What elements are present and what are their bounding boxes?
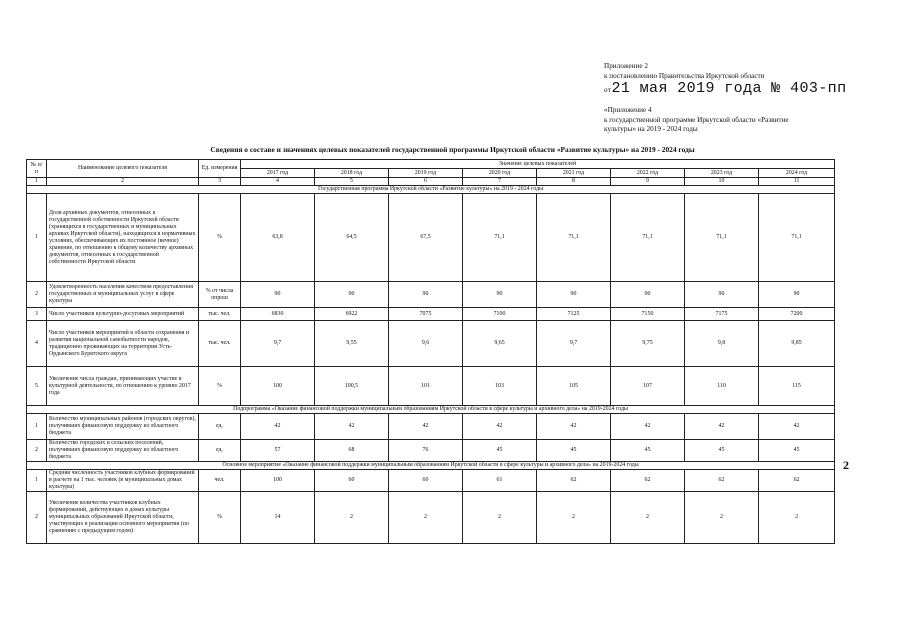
indicator-value: 71,1 xyxy=(537,194,611,282)
indicator-value: 2 xyxy=(611,492,685,544)
unit-of-measure: ед. xyxy=(199,414,241,440)
indicator-value: 42 xyxy=(759,414,835,440)
section-title-row xyxy=(27,406,835,414)
appendix-header xyxy=(604,62,884,135)
indicator-value: 90 xyxy=(611,282,685,308)
indicator-value: 67,5 xyxy=(389,194,463,282)
indicator-value: 71,1 xyxy=(611,194,685,282)
indicator-value: 42 xyxy=(685,414,759,440)
indicator-value: 42 xyxy=(537,414,611,440)
indicator-name: Доля архивных документов, отнесенных к государственной собственности Иркутской области (хранящихся в государственных и муниципальных архивах Иркутской области), находящихся в нормативных условиях, обеспечивающих их постоянное (вечное) хранение, по отношению к общему количеству архивных документов, отнесенных к государственной собственности Иркутской области xyxy=(47,194,199,282)
column-number: 6 xyxy=(389,178,463,186)
header-num: № п/п xyxy=(27,160,47,178)
indicator-value: 9,85 xyxy=(759,321,835,367)
indicator-name: Средняя численность участников клубных формирований в расчете на 1 тыс. человек (в муниципальных домах культуры) xyxy=(47,470,199,492)
indicator-name: Число участников культурно-досуговых мероприятий xyxy=(47,308,199,321)
indicator-value: 2 xyxy=(389,492,463,544)
indicator-value: 2 xyxy=(685,492,759,544)
header-year: 2020 год xyxy=(463,169,537,178)
column-number: 11 xyxy=(759,178,835,186)
indicator-value: 71,1 xyxy=(759,194,835,282)
indicator-value: 90 xyxy=(537,282,611,308)
indicator-value: 9,8 xyxy=(685,321,759,367)
appendix-number: Приложение 2 xyxy=(604,62,648,70)
header-year: 2024 год xyxy=(759,169,835,178)
row-number: 2 xyxy=(27,492,47,544)
indicator-name: Увеличение количества участников клубных формирований, действующих в домах культуры муниципальных образований Иркутской области, участвующих в реализации основного мероприятия (по сравнению с предыдущим годом) xyxy=(47,492,199,544)
indicator-name: Количество городских и сельских поселений, получивших финансовую поддержку из областного бюджета xyxy=(47,440,199,462)
indicators-table xyxy=(26,159,835,544)
row-number: 1 xyxy=(27,194,47,282)
resolution-reference: к постановлению Правительства Иркутской области xyxy=(604,71,765,80)
appendix-4-label: «Приложение 4 xyxy=(604,106,652,115)
indicator-name: Количество муниципальных районов (городских округов), получивших финансовую поддержку из областного бюджета xyxy=(47,414,199,440)
row-number: 1 xyxy=(27,414,47,440)
indicator-value: 68 xyxy=(315,440,389,462)
unit-of-measure: % xyxy=(199,367,241,406)
indicator-value: 7175 xyxy=(685,308,759,321)
indicator-value: 9,6 xyxy=(389,321,463,367)
header-unit: Ед. измерения xyxy=(199,160,241,178)
indicator-value: 2 xyxy=(463,492,537,544)
indicator-value: 9,55 xyxy=(315,321,389,367)
column-number: 3 xyxy=(199,178,241,186)
header-year: 2021 год xyxy=(537,169,611,178)
indicator-value: 61 xyxy=(463,470,537,492)
header-year: 2017 год xyxy=(241,169,315,178)
section-title: Государственная программа Иркутской области «Развитие культуры» на 2019 - 2024 годы xyxy=(27,186,835,194)
section-title-row xyxy=(27,186,835,194)
indicator-value: 7200 xyxy=(759,308,835,321)
indicator-value: 14 xyxy=(241,492,315,544)
indicator-value: 90 xyxy=(759,282,835,308)
row-number: 2 xyxy=(27,440,47,462)
header-year: 2019 год xyxy=(389,169,463,178)
unit-of-measure: чел. xyxy=(199,470,241,492)
indicator-value: 6922 xyxy=(315,308,389,321)
indicator-value: 7150 xyxy=(611,308,685,321)
header-values-group: Значение целевых показателей xyxy=(241,160,835,169)
column-number: 1 xyxy=(27,178,47,186)
table-row xyxy=(27,367,835,406)
row-number: 2 xyxy=(27,282,47,308)
indicator-value: 57 xyxy=(241,440,315,462)
document-title: Сведения о составе и значениях целевых показателей государственной программы Иркутской области «Развитие культуры» на 2019 - 2024 годы xyxy=(210,145,695,154)
indicator-value: 62 xyxy=(759,470,835,492)
row-number: 5 xyxy=(27,367,47,406)
program-years: культуры» на 2019 - 2024 годы xyxy=(604,125,698,134)
header-name: Наименование целевого показателя xyxy=(47,160,199,178)
unit-of-measure: ед. xyxy=(199,440,241,462)
unit-of-measure: тыс. чел. xyxy=(199,308,241,321)
header-year: 2018 год xyxy=(315,169,389,178)
section-title: Основное мероприятие «Оказание финансовой поддержки муниципальным образованиям Иркутской области в сфере культуры и архивного дела» на 2019-2024 годы xyxy=(27,462,835,470)
indicator-value: 90 xyxy=(389,282,463,308)
indicator-value: 7075 xyxy=(389,308,463,321)
indicator-value: 90 xyxy=(463,282,537,308)
indicator-value: 42 xyxy=(241,414,315,440)
indicator-value: 71,1 xyxy=(685,194,759,282)
section-title: Подпрограмма «Оказание финансовой поддержки муниципальным образованиям Иркутской области в сфере культуры и архивного дела» на 2019-2024 годы xyxy=(27,406,835,414)
indicator-value: 62 xyxy=(611,470,685,492)
date-prefix: от xyxy=(604,86,612,95)
indicator-value: 42 xyxy=(463,414,537,440)
unit-of-measure: % xyxy=(199,492,241,544)
resolution-date-stamp xyxy=(604,81,884,98)
indicator-value: 45 xyxy=(759,440,835,462)
indicator-value: 105 xyxy=(537,367,611,406)
indicator-value: 45 xyxy=(685,440,759,462)
indicator-value: 60 xyxy=(389,470,463,492)
indicator-value: 62 xyxy=(685,470,759,492)
table-row xyxy=(27,492,835,544)
indicator-value: 76 xyxy=(389,440,463,462)
header-year: 2022 год xyxy=(611,169,685,178)
column-number: 7 xyxy=(463,178,537,186)
indicator-value: 71,1 xyxy=(463,194,537,282)
row-number: 3 xyxy=(27,308,47,321)
indicator-value: 6830 xyxy=(241,308,315,321)
indicator-name: Число участников мероприятий в области сохранения и развития национальной самобытности народов, традиционно проживающих на территории Усть-Ордынского Бурятского округа xyxy=(47,321,199,367)
indicator-value: 2 xyxy=(315,492,389,544)
indicator-value: 42 xyxy=(389,414,463,440)
indicator-value: 42 xyxy=(315,414,389,440)
table-row xyxy=(27,440,835,462)
indicator-value: 45 xyxy=(463,440,537,462)
header-row xyxy=(27,160,835,169)
section-title-row xyxy=(27,462,835,470)
table-row xyxy=(27,470,835,492)
column-number: 5 xyxy=(315,178,389,186)
indicator-value: 107 xyxy=(611,367,685,406)
indicator-name: Увеличение числа граждан, принимающих участие в культурной деятельности, по отношению к уровню 2017 года xyxy=(47,367,199,406)
indicator-value: 7125 xyxy=(537,308,611,321)
indicator-value: 2 xyxy=(537,492,611,544)
indicator-value: 103 xyxy=(463,367,537,406)
row-number: 4 xyxy=(27,321,47,367)
row-number: 1 xyxy=(27,470,47,492)
indicator-value: 101 xyxy=(389,367,463,406)
indicator-value: 9,65 xyxy=(463,321,537,367)
indicator-value: 90 xyxy=(315,282,389,308)
unit-of-measure: % от числа опрош xyxy=(199,282,241,308)
indicator-value: 2 xyxy=(759,492,835,544)
column-number: 2 xyxy=(47,178,199,186)
table-row xyxy=(27,321,835,367)
indicator-value: 110 xyxy=(685,367,759,406)
date-stamp-text: 21 мая 2019 года № 403-пп xyxy=(611,80,847,98)
column-number: 8 xyxy=(537,178,611,186)
indicator-value: 100 xyxy=(241,367,315,406)
indicator-value: 7100 xyxy=(463,308,537,321)
table-row xyxy=(27,194,835,282)
indicator-value: 60 xyxy=(315,470,389,492)
table-row xyxy=(27,282,835,308)
indicator-value: 90 xyxy=(685,282,759,308)
indicator-name: Удовлетворенность населения качеством предоставления государственных и муниципальных услуг в сфере культуры xyxy=(47,282,199,308)
indicator-value: 63,8 xyxy=(241,194,315,282)
indicator-value: 100,5 xyxy=(315,367,389,406)
program-reference: к государственной программе Иркутской области «Развитие xyxy=(604,115,789,124)
indicator-value: 90 xyxy=(241,282,315,308)
unit-of-measure: % xyxy=(199,194,241,282)
indicator-value: 62 xyxy=(537,470,611,492)
column-number: 4 xyxy=(241,178,315,186)
indicator-value: 9,7 xyxy=(537,321,611,367)
indicator-value: 45 xyxy=(611,440,685,462)
indicator-value: 9,7 xyxy=(241,321,315,367)
column-number: 10 xyxy=(685,178,759,186)
table-row xyxy=(27,308,835,321)
indicator-value: 64,5 xyxy=(315,194,389,282)
column-numbers-row xyxy=(27,178,835,186)
table-row xyxy=(27,414,835,440)
indicator-value: 100 xyxy=(241,470,315,492)
margin-mark: 2 xyxy=(843,458,849,472)
indicator-value: 42 xyxy=(611,414,685,440)
indicator-value: 9,75 xyxy=(611,321,685,367)
unit-of-measure: тыс. чел. xyxy=(199,321,241,367)
column-number: 9 xyxy=(611,178,685,186)
header-year: 2023 год xyxy=(685,169,759,178)
indicator-value: 115 xyxy=(759,367,835,406)
indicator-value: 45 xyxy=(537,440,611,462)
